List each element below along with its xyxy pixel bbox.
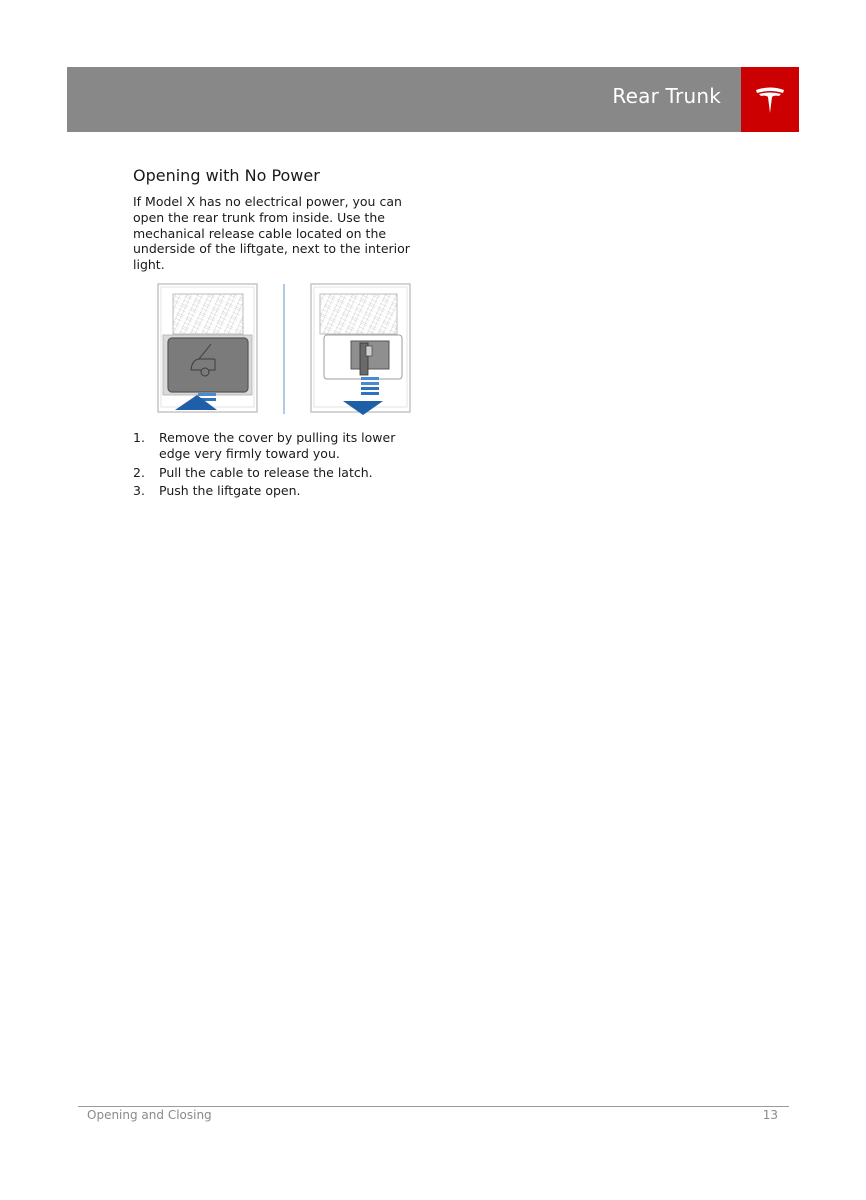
step-text: Remove the cover by pulling its lower edge very firmly toward you. [159, 430, 396, 461]
step-text: Pull the cable to release the latch. [159, 464, 373, 480]
section-heading: Opening with No Power [133, 166, 320, 185]
page-title: Rear Trunk [612, 84, 721, 108]
tesla-logo-icon [753, 83, 787, 117]
panel-pull-cable [311, 284, 410, 415]
step-number: 3. [133, 483, 145, 499]
logo-badge [741, 67, 799, 132]
footer-divider [78, 1106, 789, 1107]
footer-section: Opening and Closing [87, 1108, 212, 1122]
page-number: 13 [762, 1108, 778, 1122]
step-text: Push the liftgate open. [159, 483, 301, 499]
steps-list [133, 430, 423, 502]
list-item [133, 465, 423, 481]
intro-paragraph: If Model X has no electrical power, you can open the rear trunk from inside. Use the mechanical release cable located on the underside of the liftgate, next to the interior light. [133, 194, 410, 273]
header-bar [67, 67, 741, 132]
panel-cover-removal [158, 284, 257, 412]
list-item [133, 483, 423, 499]
liftgate-illustration [155, 282, 413, 418]
list-item [133, 430, 423, 462]
step-number: 2. [133, 464, 145, 480]
step-number: 1. [133, 430, 145, 445]
